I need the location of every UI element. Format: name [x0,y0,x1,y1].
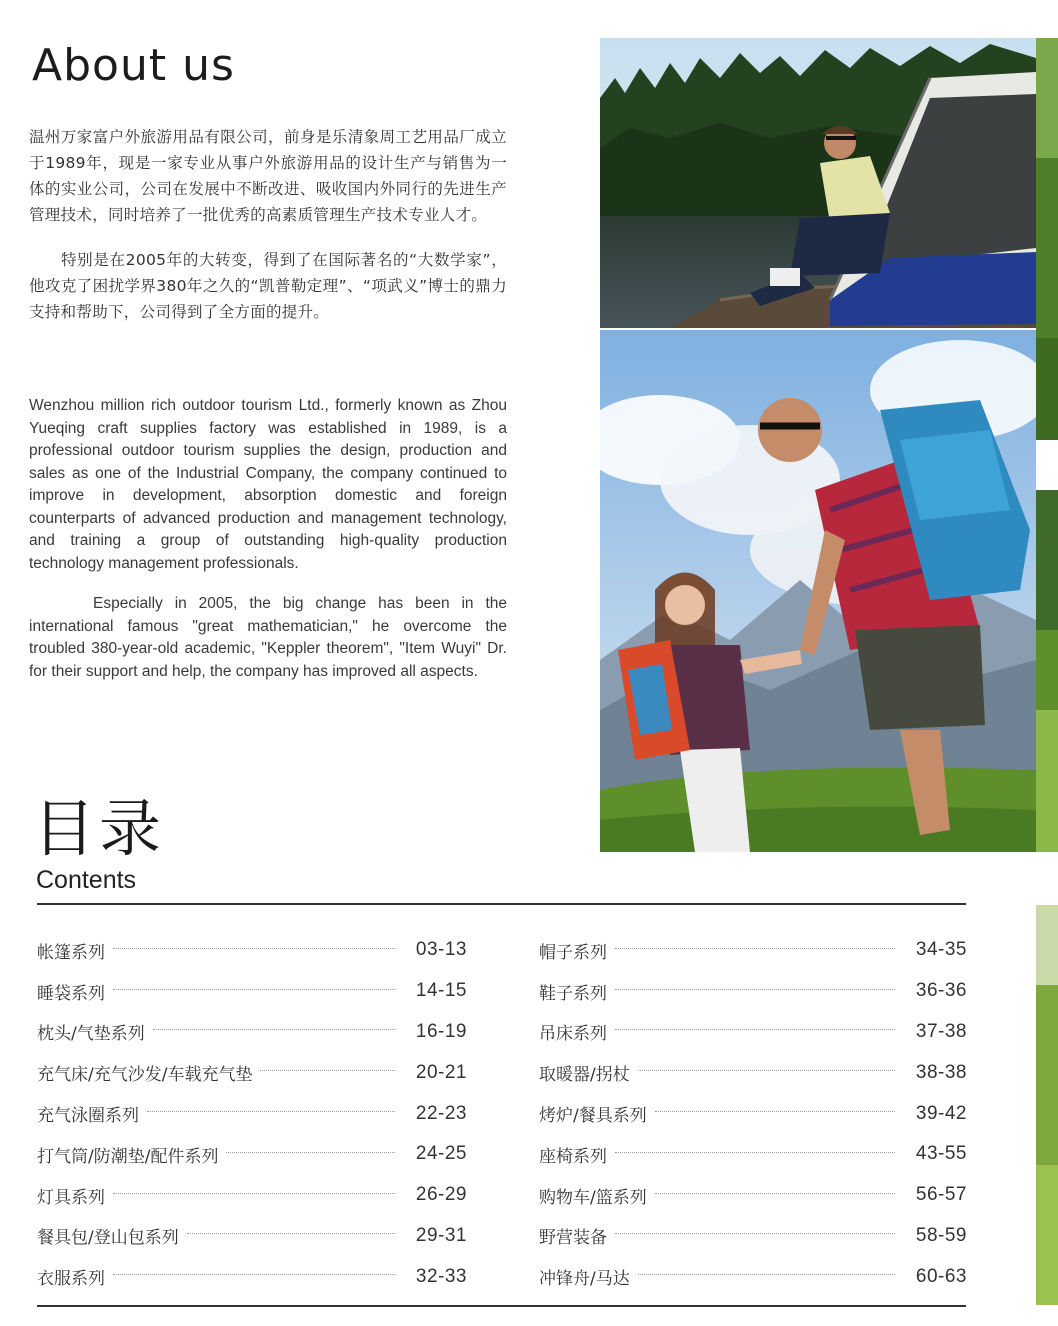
contents-bottom-rule [37,1305,966,1307]
edge-photo-top [1036,38,1058,440]
about-en-paragraph-2: Especially in 2005, the big change has been in the international famous "great mathematician," he overcome the troubled 380-year-old academic, "Keppler theorem", "Item Wuyi" Dr. for their support and help, the company has improved all aspects. [29,595,507,680]
toc-entry-label: 鞋子系列 [539,983,607,1004]
toc-entry[interactable] [539,1134,967,1175]
edge-photo-bottom [1036,905,1058,1305]
toc-dot-leader [226,1152,395,1153]
toc-entry-label: 烤炉/餐具系列 [539,1106,647,1127]
toc-entry[interactable] [539,1175,967,1216]
toc-entry-label: 取暖器/拐杖 [539,1065,630,1086]
toc-dot-leader [615,1152,895,1153]
toc-entry-pages: 38-38 [915,1061,967,1083]
about-chinese-text [29,124,507,325]
toc-dot-leader [153,1029,395,1030]
toc-entry-label: 衣服系列 [37,1269,105,1290]
toc-entry[interactable] [37,1134,467,1175]
about-cn-paragraph-2: 特别是在2005年的大转变，得到了在国际著名的“大数学家”，他攻克了困扰学界380年之久的“凯普勒定理”、“项武义”博士的鼎力支持和帮助下，公司得到了全方面的提升。 [29,251,507,321]
contents-top-rule [37,903,966,905]
toc-entry[interactable] [539,1256,967,1297]
toc-entry-label: 座椅系列 [539,1146,607,1167]
toc-entry-label: 野营装备 [539,1228,607,1249]
toc-entry[interactable] [539,930,967,971]
toc-dot-leader [638,1070,895,1071]
contents-right-column [539,930,967,1297]
toc-entry-pages: 26-29 [415,1184,467,1206]
toc-entry[interactable] [37,1093,467,1134]
toc-entry-pages: 43-55 [915,1143,967,1165]
toc-entry[interactable] [539,1093,967,1134]
toc-entry[interactable] [37,1216,467,1257]
toc-dot-leader [147,1111,395,1112]
toc-dot-leader [113,1274,395,1275]
toc-dot-leader [655,1193,895,1194]
toc-entry[interactable] [37,1052,467,1093]
toc-dot-leader [113,948,395,949]
about-english-text [29,395,507,683]
toc-dot-leader [113,989,395,990]
toc-entry-pages: 14-15 [415,980,467,1002]
toc-entry-label: 睡袋系列 [37,983,105,1004]
toc-entry-label: 灯具系列 [37,1187,105,1208]
toc-dot-leader [260,1070,395,1071]
toc-entry-label: 帽子系列 [539,942,607,963]
toc-entry[interactable] [539,1012,967,1053]
toc-entry-pages: 22-23 [415,1102,467,1124]
toc-entry-pages: 29-31 [415,1224,467,1246]
toc-dot-leader [638,1274,895,1275]
hiking-family-photo [600,330,1036,852]
toc-entry[interactable] [539,1052,967,1093]
toc-entry-pages: 16-19 [415,1020,467,1042]
toc-entry-pages: 56-57 [915,1184,967,1206]
toc-entry-label: 吊床系列 [539,1024,607,1045]
toc-dot-leader [615,1233,895,1234]
toc-entry[interactable] [37,971,467,1012]
toc-entry-pages: 20-21 [415,1061,467,1083]
toc-entry[interactable] [539,1216,967,1257]
toc-dot-leader [113,1193,395,1194]
toc-entry-label: 枕头/气垫系列 [37,1024,145,1045]
toc-entry-label: 餐具包/登山包系列 [37,1228,179,1249]
toc-entry-label: 充气泳圈系列 [37,1106,139,1127]
edge-photo-middle [1036,490,1058,852]
toc-entry-pages: 36-36 [915,980,967,1002]
about-cn-paragraph-1: 温州万家富户外旅游用品有限公司，前身是乐清象周工艺用品厂成立于1989年，现是一家专业从事户外旅游用品的设计生产与销售为一体的实业公司，公司在发展中不断改进、吸收国内外同行的先进生产管理技术，同时培养了一批优秀的高素质管理生产技术专业人才。 [29,128,507,224]
camping-lake-photo [600,38,1036,328]
toc-entry-pages: 03-13 [415,939,467,961]
contents-left-column [37,930,467,1297]
toc-dot-leader [187,1233,395,1234]
toc-entry-label: 冲锋舟/马达 [539,1269,630,1290]
toc-entry-label: 购物车/篮系列 [539,1187,647,1208]
toc-entry-pages: 34-35 [915,939,967,961]
toc-entry-pages: 24-25 [415,1143,467,1165]
toc-entry[interactable] [539,971,967,1012]
toc-entry-pages: 58-59 [915,1224,967,1246]
toc-entry-label: 充气床/充气沙发/车载充气垫 [37,1065,253,1086]
toc-entry[interactable] [37,1175,467,1216]
toc-dot-leader [615,1029,895,1030]
toc-dot-leader [655,1111,895,1112]
toc-entry[interactable] [37,930,467,971]
toc-entry-pages: 60-63 [915,1265,967,1287]
toc-entry-pages: 39-42 [915,1102,967,1124]
toc-entry-pages: 37-38 [915,1020,967,1042]
contents-title-en: Contents [36,866,137,894]
toc-entry-pages: 32-33 [415,1265,467,1287]
toc-entry-label: 帐篷系列 [37,942,105,963]
toc-entry-label: 打气筒/防潮垫/配件系列 [37,1146,219,1167]
toc-dot-leader [615,948,895,949]
toc-entry[interactable] [37,1256,467,1297]
about-en-paragraph-1: Wenzhou million rich outdoor tourism Ltd., formerly known as Zhou Yueqing craft supplies factory was established in 1989, is a professional outdoor tourism supplies the design, production and sales as one of the Industrial Company, the company continued to improve in development, absorption domestic and foreign counterparts of advanced production and management technology, and training a group of outstanding high-quality production technology management professionals. [29,397,507,572]
toc-dot-leader [615,989,895,990]
page-title: About us [32,40,235,91]
toc-entry[interactable] [37,1012,467,1053]
contents-title-cn: 目录 [33,792,166,865]
